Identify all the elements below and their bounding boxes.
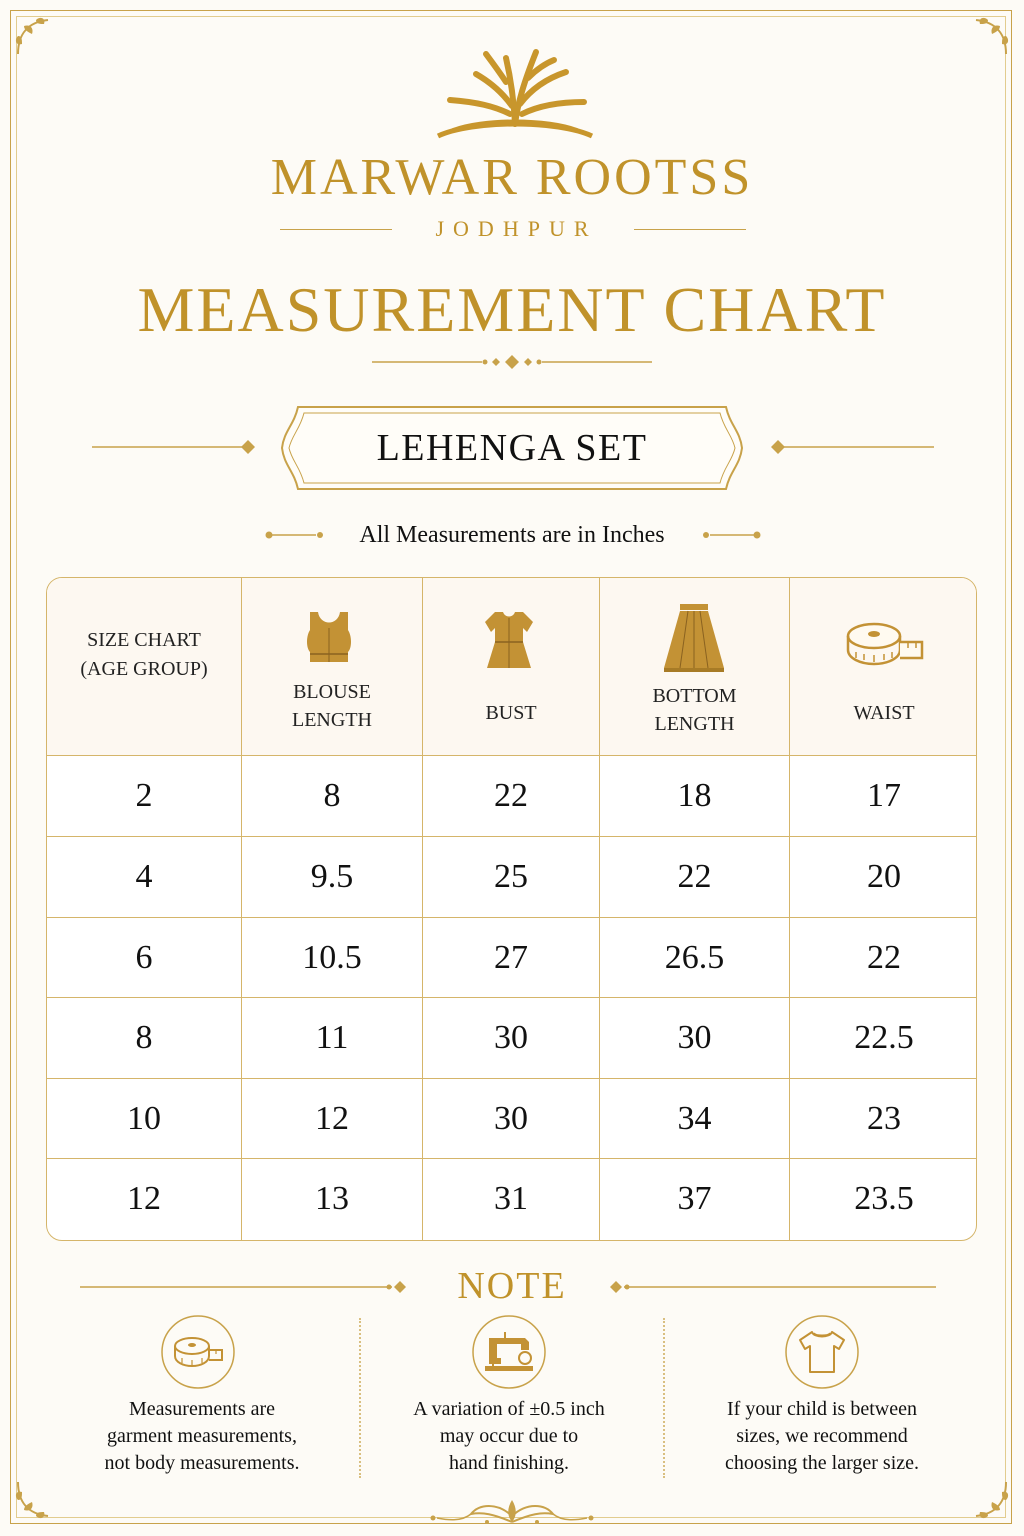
brand-city: JODHPUR <box>435 216 598 241</box>
note-line: may occur due to <box>439 1425 579 1447</box>
banner-side-ornament-icon <box>764 437 934 457</box>
header-label: WAIST <box>853 702 915 724</box>
header-label: LENGTH <box>654 713 735 735</box>
bottom-length-cell: 22 <box>677 858 712 895</box>
note-item <box>57 1396 347 1477</box>
header-size-chart <box>47 578 241 755</box>
note-line: not body measurements. <box>104 1452 300 1474</box>
page-title: MEASUREMENT CHART <box>137 274 887 345</box>
waist-cell: 22 <box>867 939 901 976</box>
header-label: SIZE CHART <box>87 629 201 651</box>
header-waist <box>790 578 977 755</box>
size-cell: 6 <box>135 939 153 976</box>
note-title: NOTE <box>457 1265 567 1307</box>
note-divider-ornament-icon <box>606 1278 936 1296</box>
corner-flourish-icon <box>966 14 1010 58</box>
bottom-length-cell: 26.5 <box>664 939 725 976</box>
bust-cell: 30 <box>494 1019 528 1056</box>
note-line: hand finishing. <box>449 1452 569 1474</box>
brand-name: MARWAR ROOTSS <box>270 149 754 206</box>
set-title: LEHENGA SET <box>376 427 648 469</box>
corner-flourish-icon <box>14 14 58 58</box>
waist-cell: 17 <box>867 777 901 814</box>
bottom-length-cell: 30 <box>677 1019 712 1056</box>
header-bust <box>423 578 599 755</box>
waist-cell: 22.5 <box>854 1019 914 1056</box>
blouse-length-cell: 8 <box>323 777 341 814</box>
corner-flourish-icon <box>966 1478 1010 1522</box>
bust-cell: 25 <box>494 858 528 895</box>
sewing-machine-icon <box>471 1314 547 1390</box>
bust-cell: 31 <box>494 1180 528 1217</box>
note-line: Measurements are <box>128 1398 276 1420</box>
measuring-tape-icon <box>846 618 926 670</box>
waist-cell: 20 <box>867 858 901 895</box>
blouse-length-cell: 11 <box>315 1019 349 1056</box>
title-divider-ornament-icon <box>372 352 652 372</box>
note-separator <box>359 1318 361 1478</box>
bottom-length-cell: 18 <box>677 777 712 814</box>
note-item <box>364 1396 654 1477</box>
size-cell: 2 <box>135 777 153 814</box>
note-line: garment measurements, <box>107 1425 297 1447</box>
banner-side-ornament-icon <box>92 437 262 457</box>
header-label: BOTTOM <box>652 685 737 707</box>
bottom-length-cell: 37 <box>677 1180 712 1217</box>
size-cell: 10 <box>127 1100 161 1137</box>
measuring-tape-icon <box>160 1314 236 1390</box>
bust-cell: 22 <box>494 777 528 814</box>
header-label: (AGE GROUP) <box>80 658 208 680</box>
bottom-flourish-icon <box>427 1494 597 1528</box>
bust-cell: 30 <box>494 1100 528 1137</box>
waist-cell: 23 <box>867 1100 901 1137</box>
header-bottom-length <box>600 578 789 755</box>
note-line: sizes, we recommend <box>736 1425 908 1447</box>
blouse-length-cell: 10.5 <box>302 939 362 976</box>
size-cell: 12 <box>127 1180 161 1217</box>
corner-flourish-icon <box>14 1478 58 1522</box>
tshirt-icon <box>784 1314 860 1390</box>
header-blouse-length <box>242 578 422 755</box>
size-cell: 8 <box>135 1019 153 1056</box>
blouse-length-cell: 12 <box>315 1100 349 1137</box>
waist-cell: 23.5 <box>854 1180 914 1217</box>
blouse-icon <box>304 608 354 666</box>
header-label: BLOUSE <box>293 681 371 703</box>
measurement-table <box>46 577 977 1241</box>
skirt-icon <box>662 602 726 674</box>
note-line: If your child is between <box>727 1398 917 1420</box>
note-line: A variation of ±0.5 inch <box>413 1398 605 1420</box>
tree-logo-icon <box>432 44 598 139</box>
units-note: All Measurements are in Inches <box>359 522 665 548</box>
size-cell: 4 <box>135 858 153 895</box>
blouse-length-cell: 9.5 <box>310 858 354 895</box>
bottom-length-cell: 34 <box>677 1100 712 1137</box>
header-label: LENGTH <box>292 709 372 731</box>
header-label: BUST <box>485 702 537 724</box>
note-separator <box>663 1318 665 1478</box>
note-item <box>677 1396 967 1477</box>
dress-icon <box>481 608 537 672</box>
unit-ornament-icon <box>700 527 762 543</box>
note-line: choosing the larger size. <box>724 1452 919 1474</box>
bust-cell: 27 <box>494 939 528 976</box>
blouse-length-cell: 13 <box>315 1180 349 1217</box>
